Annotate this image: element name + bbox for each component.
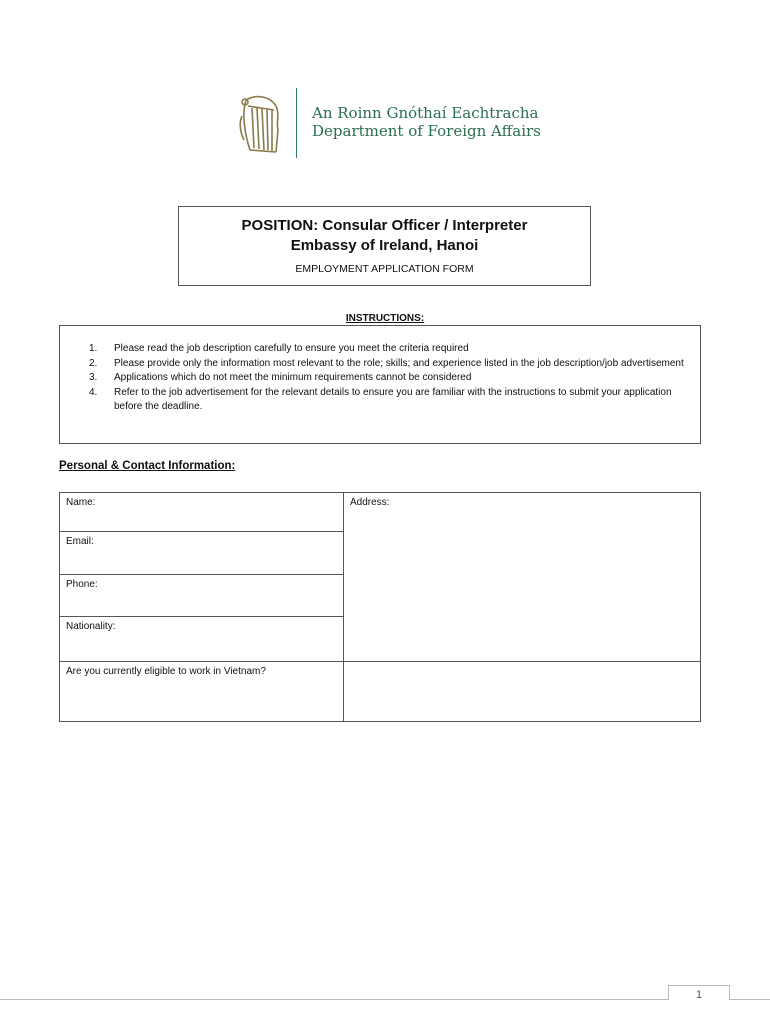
department-name: [312, 104, 541, 140]
harp-icon: [236, 92, 286, 158]
list-item-text: Please provide only the information most relevant to the role; skills; and experience listed in the job description/job advertisement: [114, 357, 684, 369]
address-label: Address:: [350, 497, 390, 508]
page-number: 1: [668, 985, 730, 1000]
personal-info-heading: Personal & Contact Information:: [59, 460, 236, 472]
list-item-text: Applications which do not meet the minimum requirements cannot be considered: [114, 372, 472, 384]
instructions-box: [59, 325, 701, 444]
nationality-label: Nationality:: [66, 621, 116, 632]
phone-label: Phone:: [66, 579, 98, 590]
list-item-number: 2.: [89, 357, 98, 369]
phone-field[interactable]: [59, 574, 344, 617]
department-name-english: Department of Foreign Affairs: [312, 122, 541, 140]
list-item-text: Refer to the job advertisement for the relevant details to ensure you are familiar with the instructions to submit your application before the deadline.: [114, 386, 672, 413]
eligibility-label: Are you currently eligible to work in Vietnam?: [66, 666, 266, 677]
list-item: [84, 371, 684, 386]
position-box: [178, 206, 591, 286]
name-label: Name:: [66, 497, 96, 508]
position-title: POSITION: Consular Officer / Interpreter: [241, 217, 528, 234]
nationality-field[interactable]: [59, 616, 344, 662]
list-item: [84, 357, 684, 372]
instructions-heading: INSTRUCTIONS:: [345, 313, 425, 324]
logo-divider: [296, 88, 297, 158]
instructions-list: [84, 342, 684, 415]
list-item-text: Please read the job description carefully to ensure you meet the criteria required: [114, 343, 469, 354]
eligibility-answer-field[interactable]: [343, 661, 701, 722]
department-logo: [236, 88, 541, 162]
department-name-irish: An Roinn Gnóthaí Eachtracha: [312, 104, 539, 122]
list-item-number: 3.: [89, 372, 98, 384]
list-item-number: 1.: [89, 343, 98, 354]
form-name: EMPLOYMENT APPLICATION FORM: [295, 263, 474, 275]
list-item: [84, 386, 684, 415]
list-item: [84, 342, 684, 357]
name-field[interactable]: [59, 492, 344, 532]
footer-rule: [0, 999, 668, 1000]
email-field[interactable]: [59, 531, 344, 575]
position-location: Embassy of Ireland, Hanoi: [290, 237, 479, 254]
eligibility-question: [59, 661, 344, 722]
email-label: Email:: [66, 536, 94, 547]
address-field[interactable]: [343, 492, 701, 662]
footer-rule-right: [730, 999, 770, 1000]
list-item-number: 4.: [89, 386, 98, 398]
